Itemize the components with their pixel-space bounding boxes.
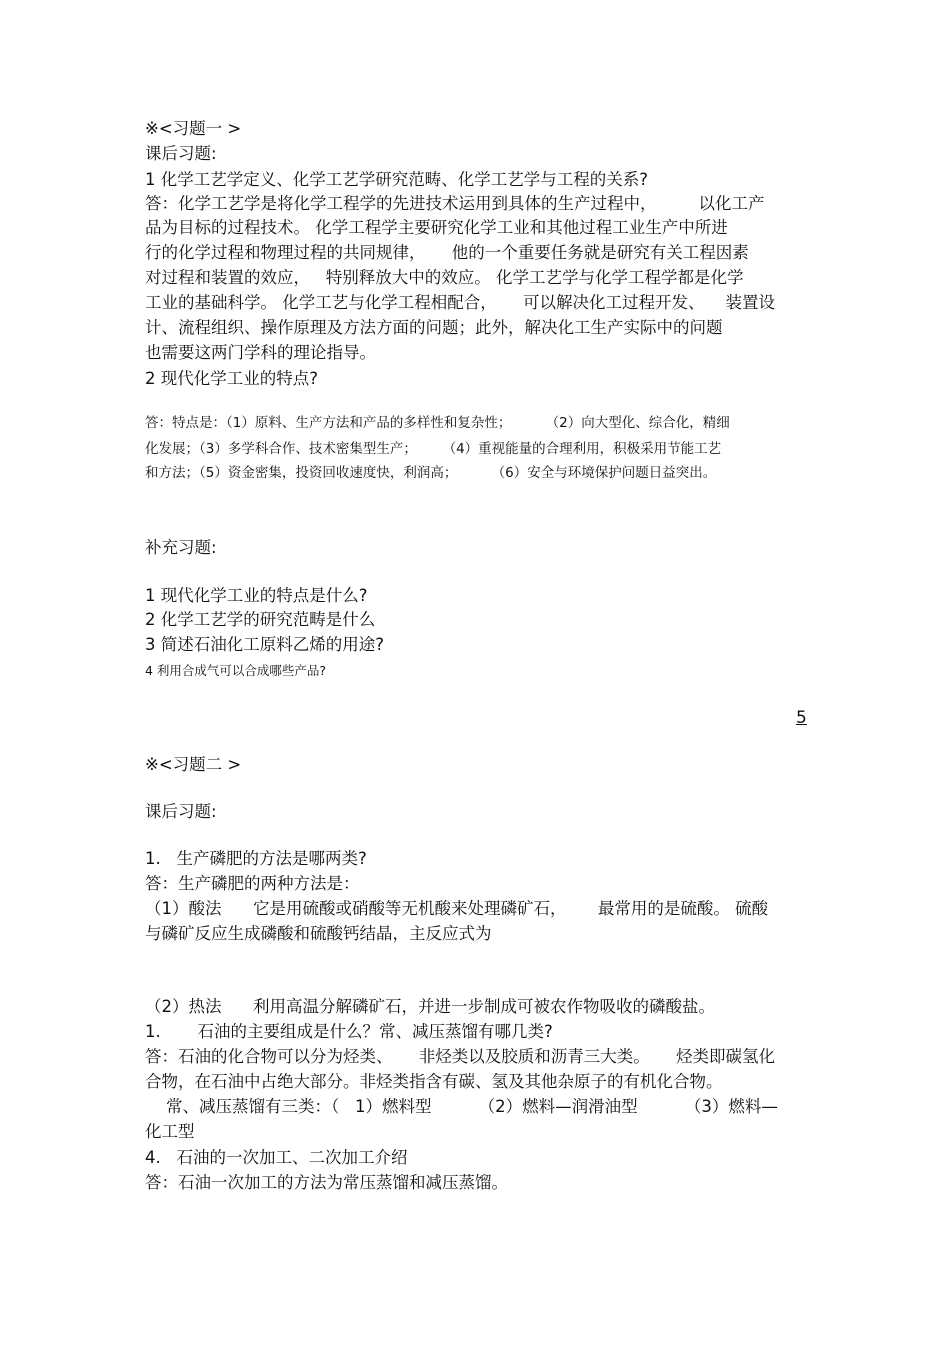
section1-answer-1-line-7: 也需要这两门学科的理论指导。	[145, 343, 376, 362]
page-number: 5	[796, 708, 807, 728]
section1-answer-1-line-4: 对过程和装置的效应， 特别释放大中的效应。 化学工艺学与化学工程学都是化学	[145, 268, 744, 287]
section1-answer-1-line-6: 计、流程组织、操作原理及方法方面的问题；此外，解决化工生产实际中的问题	[145, 318, 723, 337]
section2-answer-3: 答：石油一次加工的方法为常压蒸馏和减压蒸馏。	[145, 1173, 508, 1192]
section1-answer-1-line-5: 工业的基础科学。 化学工艺与化学工程相配合， 可以解决化工过程开发、 装置设	[145, 293, 775, 312]
section2-heading: ※<习题二 >	[145, 755, 242, 774]
section2-question-2: 1. 石油的主要组成是什么？常、减压蒸馏有哪几类?	[145, 1022, 553, 1041]
section1-supplement-question-4: 4 利用合成气可以合成哪些产品?	[145, 663, 327, 678]
section1-supplement-question-2: 2 化学工艺学的研究范畴是什么	[145, 610, 376, 629]
section2-question-1: 1. 生产磷肥的方法是哪两类?	[145, 849, 367, 868]
section1-supplement-label: 补充习题:	[145, 538, 217, 557]
section1-question-1: 1 化学工艺学定义、化学工艺学研究范畴、化学工艺学与工程的关系?	[145, 170, 649, 189]
section2-after-class-label: 课后习题:	[145, 802, 217, 821]
section2-answer-1-intro: 答：生产磷肥的两种方法是：	[145, 874, 360, 893]
section1-answer-1-line-3: 行的化学过程和物理过程的共同规律， 他的一个重要任务就是研究有关工程因素	[145, 243, 749, 262]
section1-question-2: 2 现代化学工业的特点?	[145, 369, 319, 388]
section1-answer-2-line-3: 和方法；（5）资金密集，投资回收速度快，利润高； （6）安全与环境保护问题日益突出。	[145, 465, 717, 481]
section2-answer-1-line-1: （1）酸法 它是用硫酸或硝酸等无机酸来处理磷矿石， 最常用的是硫酸。 硫酸	[145, 899, 769, 918]
section2-answer-2-line-2: 合物，在石油中占绝大部分。非烃类指含有碳、氢及其他杂原子的有机化合物。	[145, 1072, 723, 1091]
section2-question-3: 4. 石油的一次加工、二次加工介绍	[145, 1148, 408, 1167]
section2-answer-2-line-4: 化工型	[145, 1122, 195, 1141]
section1-answer-2-line-2: 化发展；（3）多学科合作、技术密集型生产； （4）重视能量的合理利用，积极采用节能工艺	[145, 441, 722, 457]
section2-answer-2-line-3: 常、减压蒸馏有三类：（ 1）燃料型 （2）燃料—润滑油型 （3）燃料—	[145, 1097, 778, 1116]
section1-answer-1-line-2: 品为目标的过程技术。 化学工程学主要研究化学工业和其他过程工业生产中所进	[145, 218, 728, 237]
section2-answer-2-line-1: 答：石油的化合物可以分为烃类、 非烃类以及胶质和沥青三大类。 烃类即碳氢化	[145, 1047, 775, 1066]
section2-answer-1-line-3: （2）热法 利用高温分解磷矿石，并进一步制成可被农作物吸收的磷酸盐。	[145, 997, 715, 1016]
section2-answer-1-line-2: 与磷矿反应生成磷酸和硫酸钙结晶，主反应式为	[145, 924, 492, 943]
section1-answer-2-line-1: 答：特点是：（1）原料、生产方法和产品的多样性和复杂性； （2）向大型化、综合化，精细	[145, 415, 730, 431]
section1-heading: ※<习题一 >	[145, 119, 242, 138]
section1-after-class-label: 课后习题:	[145, 144, 217, 163]
section1-supplement-question-1: 1 现代化学工业的特点是什么?	[145, 586, 368, 605]
section1-answer-1-line-1: 答：化学工艺学是将化学工程学的先进技术运用到具体的生产过程中， 以化工产	[145, 194, 765, 213]
section1-supplement-question-3: 3 简述石油化工原料乙烯的用途?	[145, 635, 385, 654]
